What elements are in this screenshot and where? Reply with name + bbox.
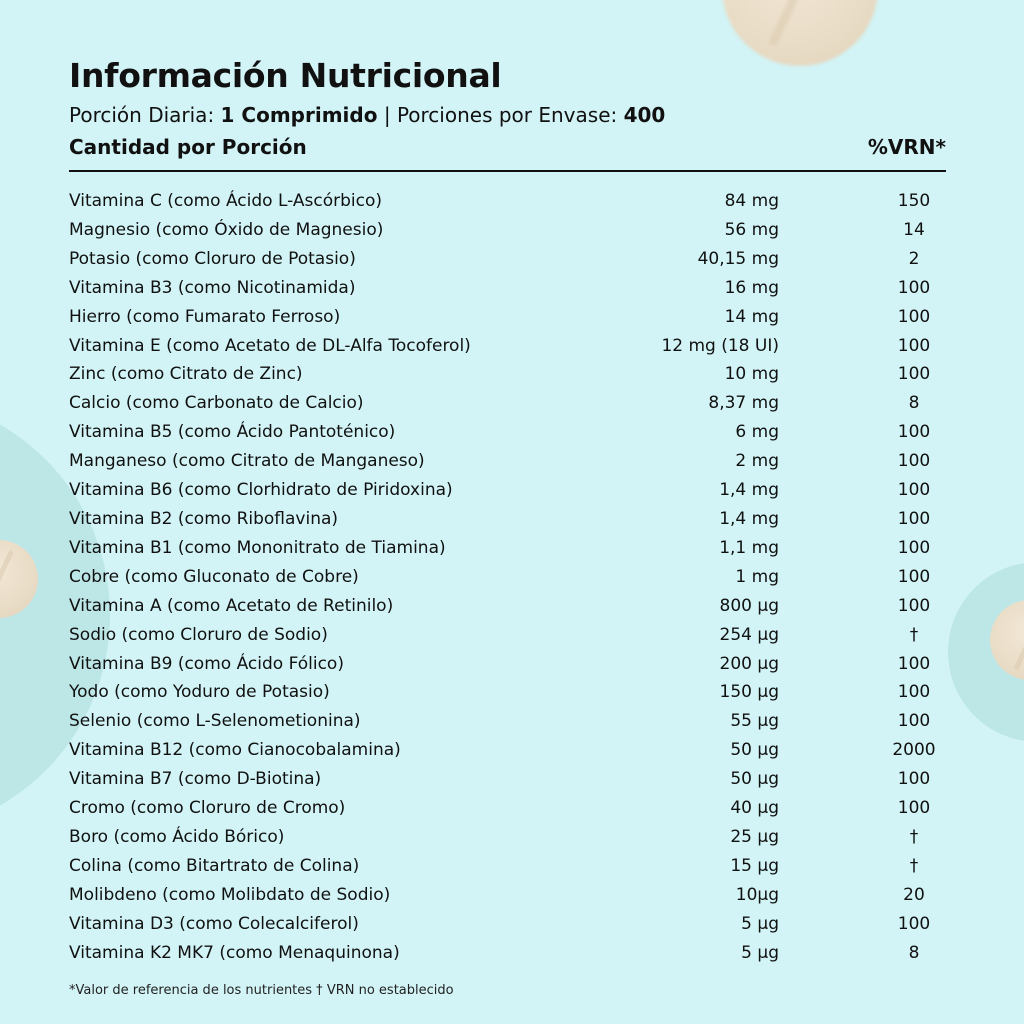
- table-row: [69, 881, 946, 910]
- nutrient-vrn: 100: [897, 451, 931, 472]
- table-row: [69, 592, 946, 621]
- nutrient-vrn: 8: [908, 942, 920, 963]
- nutrient-name: Vitamina B5 (como Ácido Pantoténico): [69, 422, 396, 443]
- table-row: [69, 563, 946, 592]
- servings-per-container-label: Porciones por Envase:: [396, 103, 624, 127]
- nutrient-amount: 25 µg: [730, 826, 779, 847]
- nutrient-table: [69, 187, 946, 967]
- nutrient-name: Vitamina B3 (como Nicotinamida): [69, 277, 356, 298]
- table-row: [69, 332, 946, 361]
- nutrient-vrn: 100: [897, 798, 931, 819]
- nutrient-name: Vitamina C (como Ácido L-Ascórbico): [69, 191, 383, 211]
- nutrient-name: Sodio (como Cloruro de Sodio): [69, 624, 328, 645]
- page-title: Información Nutricional: [69, 56, 502, 95]
- nutrient-name: Vitamina B6 (como Clorhidrato de Piridoxina): [69, 480, 453, 501]
- nutrient-name: Vitamina B1 (como Mononitrato de Tiamina): [69, 537, 446, 558]
- nutrient-name: Yodo (como Yoduro de Potasio): [69, 682, 330, 703]
- vrn-header: %VRN*: [867, 135, 946, 159]
- nutrient-name: Vitamina A (como Acetato de Retinilo): [69, 595, 394, 616]
- nutrient-name: Zinc (como Citrato de Zinc): [69, 364, 303, 385]
- table-row: [69, 476, 946, 505]
- nutrient-amount: 84 mg: [724, 191, 779, 211]
- nutrient-vrn: 100: [897, 913, 931, 934]
- table-row: [69, 187, 946, 216]
- nutrient-name: Calcio (como Carbonato de Calcio): [69, 393, 364, 414]
- nutrient-name: Vitamina B9 (como Ácido Fólico): [69, 653, 344, 674]
- nutrient-amount: 14 mg: [724, 306, 779, 327]
- table-row: [69, 736, 946, 765]
- nutrient-vrn: 14: [903, 219, 925, 240]
- nutrient-vrn: 100: [897, 480, 931, 501]
- nutrient-name: Vitamina E (como Acetato de DL-Alfa Tocoferol): [69, 335, 471, 356]
- table-row: [69, 765, 946, 794]
- nutrient-vrn: 100: [897, 306, 931, 327]
- nutrient-vrn: 2000: [892, 740, 936, 761]
- nutrient-amount: 50 µg: [730, 740, 779, 761]
- nutrient-name: Magnesio (como Óxido de Magnesio): [69, 219, 384, 240]
- table-row: [69, 360, 946, 389]
- table-row: [69, 650, 946, 679]
- nutrient-name: Hierro (como Fumarato Ferroso): [69, 306, 341, 327]
- nutrient-name: Cobre (como Gluconato de Cobre): [69, 566, 359, 587]
- nutrient-amount: 1 mg: [735, 566, 779, 587]
- nutrient-vrn: 8: [908, 393, 920, 414]
- table-row: [69, 245, 946, 274]
- nutrient-amount: 200 µg: [719, 653, 779, 674]
- nutrient-vrn: 100: [897, 537, 931, 558]
- nutrient-name: Vitamina B2 (como Riboflavina): [69, 508, 339, 529]
- nutrient-vrn: 100: [897, 422, 931, 443]
- serving-separator: |: [377, 103, 397, 127]
- table-row: [69, 389, 946, 418]
- nutrient-vrn: 100: [897, 711, 931, 732]
- nutrient-vrn: 2: [908, 248, 920, 269]
- table-row: [69, 505, 946, 534]
- nutrient-amount: 8,37 mg: [708, 393, 779, 414]
- servings-per-container-value: 400: [623, 103, 666, 127]
- nutrient-name: Boro (como Ácido Bórico): [69, 826, 285, 847]
- table-row: [69, 216, 946, 245]
- nutrient-name: Vitamina B12 (como Cianocobalamina): [69, 740, 401, 761]
- table-row: [69, 707, 946, 736]
- table-row: [69, 852, 946, 881]
- nutrient-vrn: 100: [897, 277, 931, 298]
- table-header: [69, 134, 946, 172]
- table-row: [69, 823, 946, 852]
- nutrient-name: Manganeso (como Citrato de Manganeso): [69, 451, 425, 472]
- nutrient-amount: 5 µg: [741, 942, 779, 963]
- nutrient-vrn: †: [909, 624, 919, 645]
- nutrient-name: Selenio (como L-Selenometionina): [69, 711, 361, 732]
- nutrient-amount: 12 mg (18 UI): [661, 335, 779, 356]
- nutrient-amount: 1,4 mg: [719, 508, 779, 529]
- nutrient-name: Cromo (como Cloruro de Cromo): [69, 798, 346, 819]
- nutrient-amount: 16 mg: [724, 277, 779, 298]
- table-row: [69, 794, 946, 823]
- table-row: [69, 678, 946, 707]
- nutrient-amount: 1,1 mg: [719, 537, 779, 558]
- nutrient-vrn: 100: [897, 508, 931, 529]
- nutrient-vrn: 100: [897, 769, 931, 790]
- nutrient-vrn: †: [909, 826, 919, 847]
- nutrient-amount: 1,4 mg: [719, 480, 779, 501]
- nutrient-name: Colina (como Bitartrato de Colina): [69, 855, 360, 876]
- table-row: [69, 910, 946, 939]
- daily-serving-value: 1 Comprimido: [220, 103, 378, 127]
- nutrient-amount: 254 µg: [719, 624, 779, 645]
- footnote: *Valor de referencia de los nutrientes † VRN no establecido: [69, 983, 454, 998]
- table-row: [69, 274, 946, 303]
- nutrient-amount: 10µg: [735, 884, 779, 905]
- nutrient-vrn: 100: [897, 682, 931, 703]
- table-row: [69, 447, 946, 476]
- nutrient-amount: 2 mg: [735, 451, 779, 472]
- nutrient-vrn: 20: [903, 884, 925, 905]
- nutrient-vrn: 150: [897, 191, 931, 211]
- table-row: [69, 418, 946, 447]
- nutrient-name: Vitamina K2 MK7 (como Menaquinona): [69, 942, 400, 963]
- amount-per-serving-header: Cantidad por Porción: [69, 135, 307, 159]
- table-row: [69, 303, 946, 332]
- nutrient-name: Vitamina D3 (como Colecalciferol): [69, 913, 359, 934]
- nutrient-name: Vitamina B7 (como D-Biotina): [69, 769, 322, 790]
- nutrient-amount: 15 µg: [730, 855, 779, 876]
- nutrient-amount: 6 mg: [735, 422, 779, 443]
- table-row: [69, 939, 946, 968]
- nutrient-vrn: †: [909, 855, 919, 876]
- nutrient-amount: 50 µg: [730, 769, 779, 790]
- nutrient-amount: 40 µg: [730, 798, 779, 819]
- nutrient-vrn: 100: [897, 595, 931, 616]
- nutrient-vrn: 100: [897, 335, 931, 356]
- nutrient-amount: 800 µg: [719, 595, 779, 616]
- nutrient-name: Potasio (como Cloruro de Potasio): [69, 248, 356, 269]
- nutrient-vrn: 100: [897, 566, 931, 587]
- serving-info: [69, 102, 946, 128]
- nutrient-vrn: 100: [897, 653, 931, 674]
- table-row: [69, 621, 946, 650]
- nutrient-amount: 150 µg: [719, 682, 779, 703]
- nutrient-amount: 55 µg: [730, 711, 779, 732]
- nutrient-name: Molibdeno (como Molibdato de Sodio): [69, 884, 391, 905]
- nutrient-amount: 40,15 mg: [697, 248, 779, 269]
- nutrient-amount: 5 µg: [741, 913, 779, 934]
- nutrient-vrn: 100: [897, 364, 931, 385]
- nutrient-amount: 10 mg: [724, 364, 779, 385]
- nutrient-amount: 56 mg: [724, 219, 779, 240]
- table-row: [69, 534, 946, 563]
- daily-serving-label: Porción Diaria:: [69, 103, 221, 127]
- nutrition-panel: [69, 56, 946, 967]
